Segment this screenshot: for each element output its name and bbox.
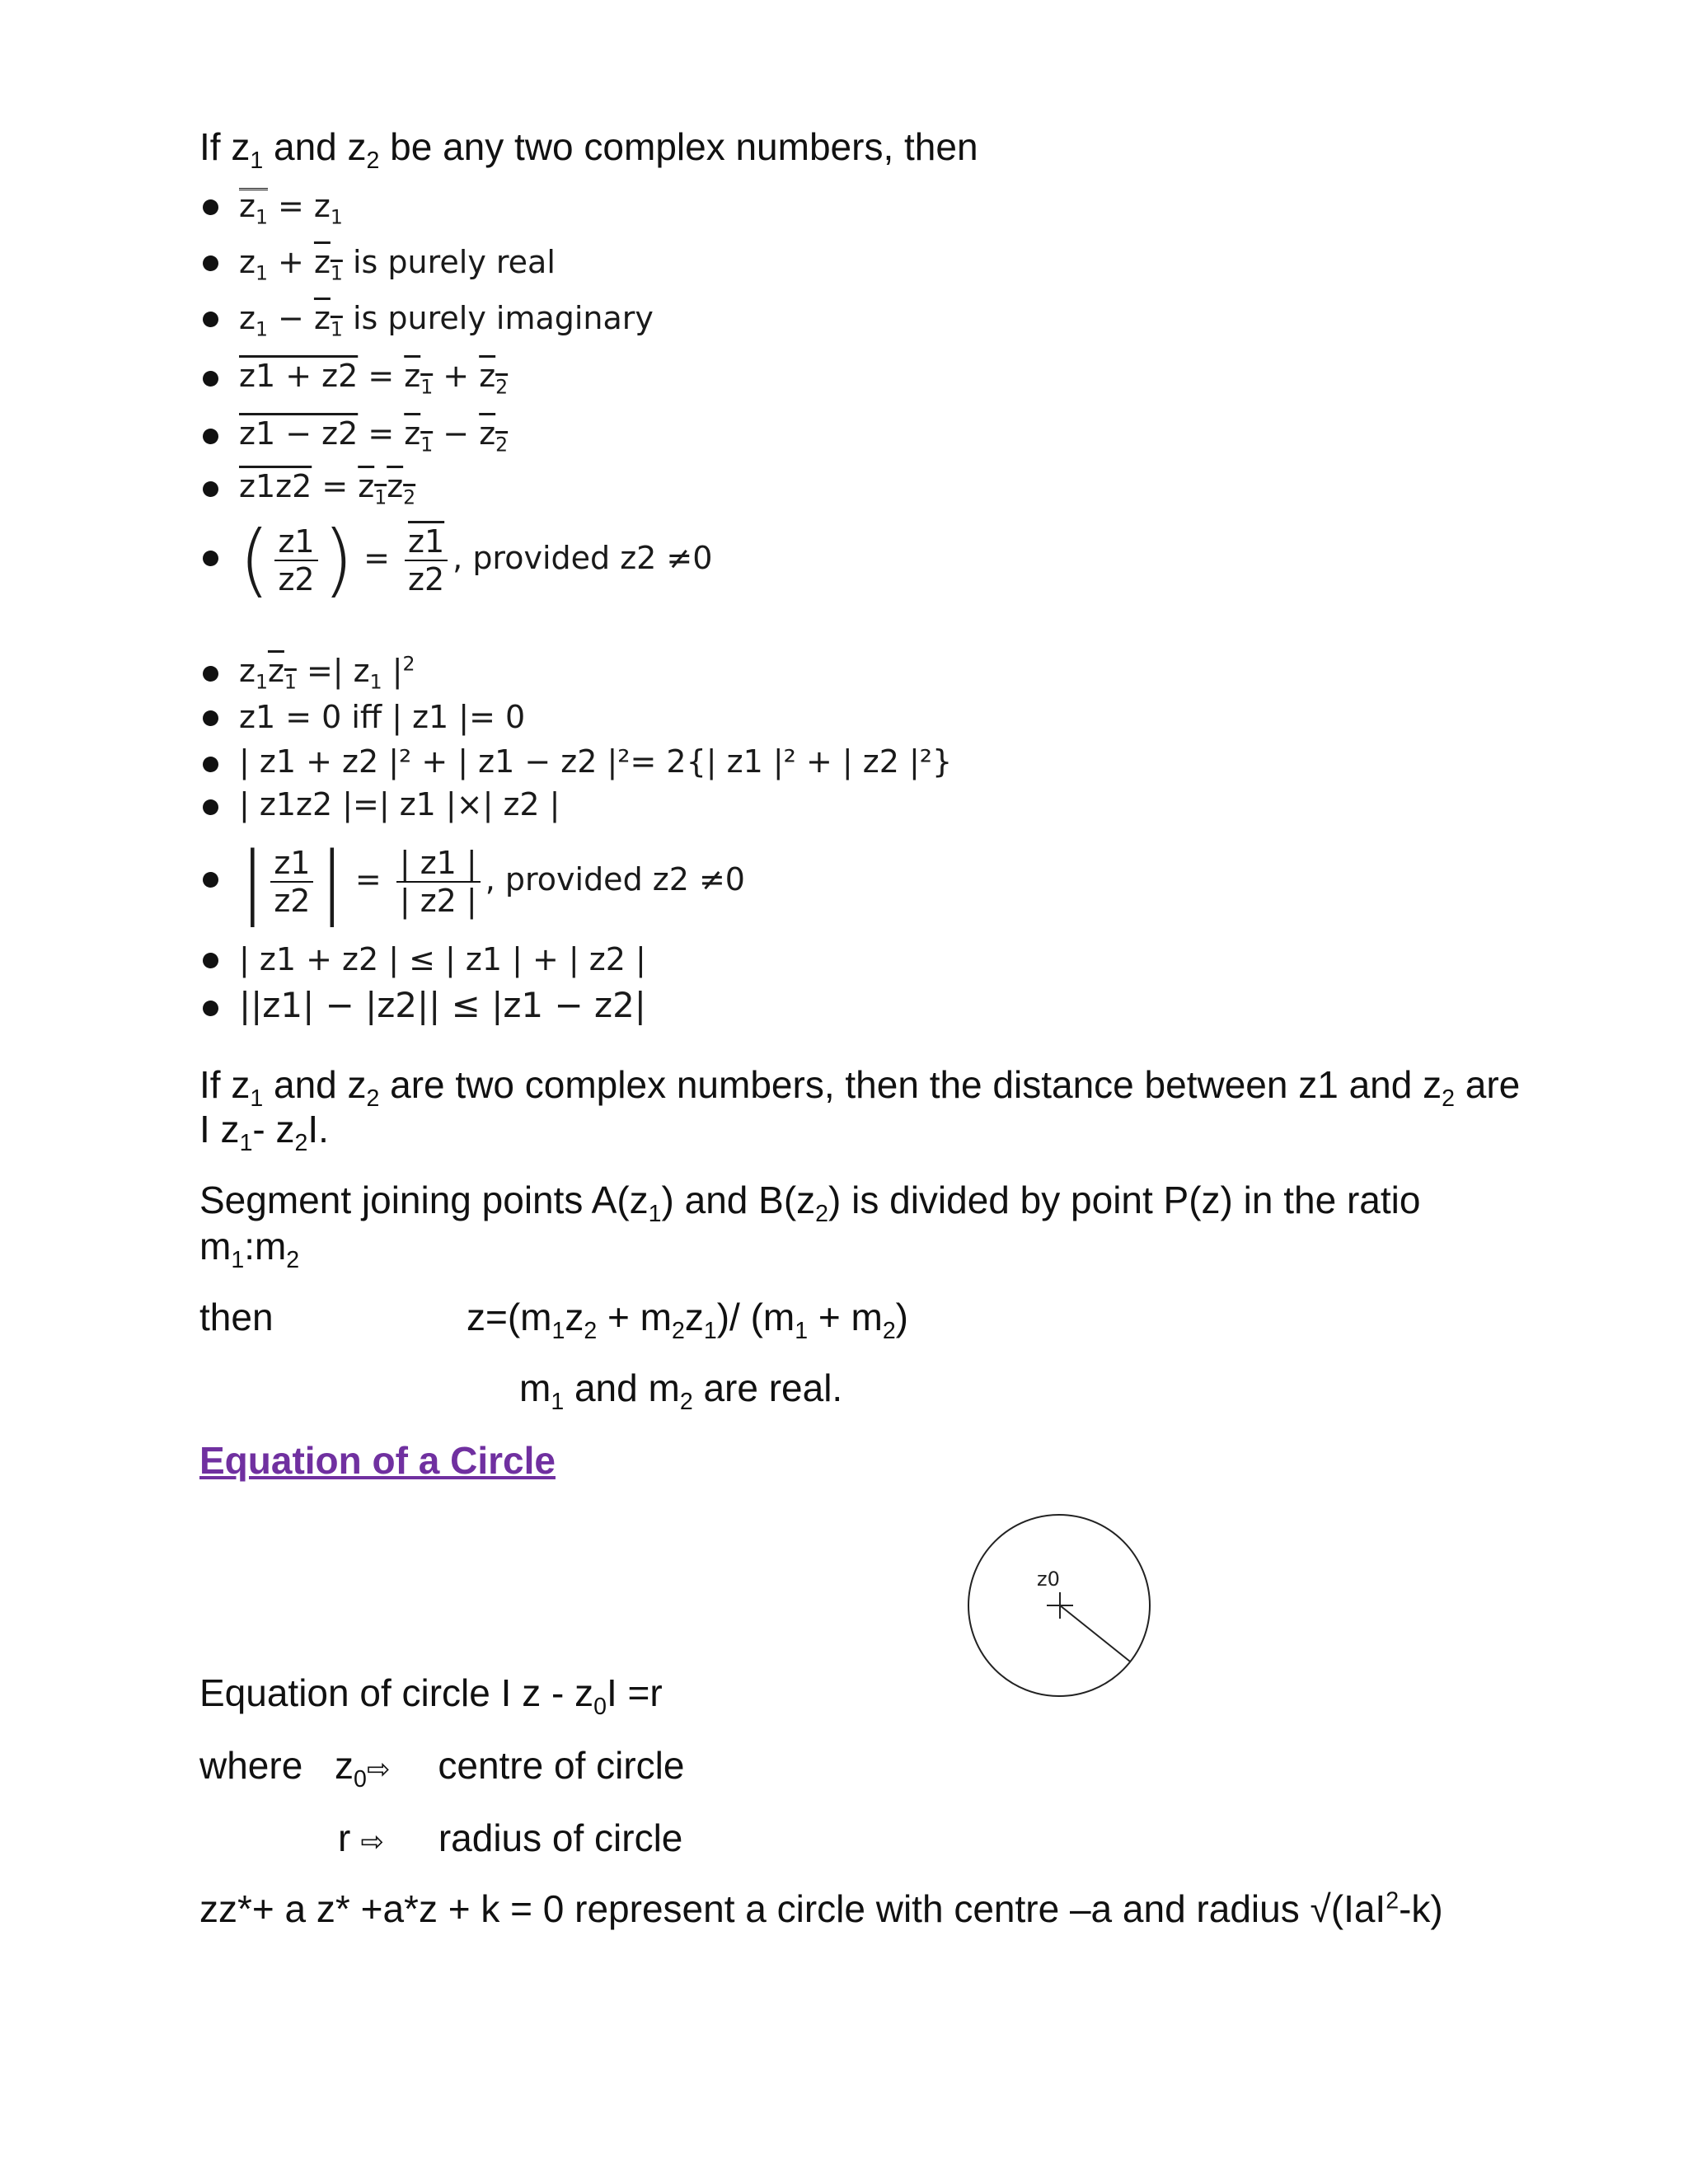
bullet xyxy=(203,666,218,682)
distance-line-2: I $z_1-$ $z_2I$. xyxy=(199,1108,329,1157)
section-formula: $z=(m_1z_2 + m_2z_1)/$ $(m_1 + m_2)$ xyxy=(467,1296,908,1345)
segment-real-note: $m_1$ and $m_2$ are real. xyxy=(519,1366,843,1416)
segment-line-1: Segment joining points $A(z_1)$ and $B(z_2)$ is divided by point P(z) in the ratio xyxy=(199,1179,1421,1228)
radius-definition: r ⇨ radius of circle xyxy=(338,1816,683,1859)
arrow-icon: ⇨ xyxy=(366,1753,391,1786)
bullet xyxy=(203,757,218,772)
bullet xyxy=(203,255,218,271)
segment-then: then xyxy=(199,1296,274,1338)
bullet xyxy=(203,710,218,726)
bullet xyxy=(203,1001,218,1016)
circle-centre-label: z0 xyxy=(1037,1568,1060,1591)
circle-figure xyxy=(964,1513,1154,1703)
bullet xyxy=(203,199,218,215)
centre-definition: $z_0⇨$ centre of circle xyxy=(335,1744,685,1793)
bullet xyxy=(203,799,218,815)
distance-line-1: If $z_1$ and $z_2$ are two complex numbers, then the distance between z1 and $z_2$ are xyxy=(199,1063,1521,1113)
bullet xyxy=(203,872,218,888)
bullet xyxy=(203,312,218,327)
bullet xyxy=(203,371,218,387)
bullet xyxy=(203,429,218,444)
bullet xyxy=(203,551,218,566)
arrow-icon: ⇨ xyxy=(360,1825,384,1858)
circle-equation: Equation of circle I $z - z_0I =r$ xyxy=(199,1671,663,1721)
general-circle-equation: zz*+ a z* +a*z + k = 0 represent a circle with centre –a and radius √(IaI$^2$-k) xyxy=(199,1887,1443,1930)
bullet xyxy=(203,953,218,968)
bullet xyxy=(203,481,218,497)
intro-line: If $z_1$ and $z_2$ be any two complex numbers, then xyxy=(199,125,978,175)
circle-heading: Equation of a Circle xyxy=(199,1439,556,1482)
where-label: where xyxy=(199,1744,303,1787)
segment-line-2: $m_1:m_2$ xyxy=(199,1225,300,1274)
radius-line xyxy=(1060,1605,1130,1661)
